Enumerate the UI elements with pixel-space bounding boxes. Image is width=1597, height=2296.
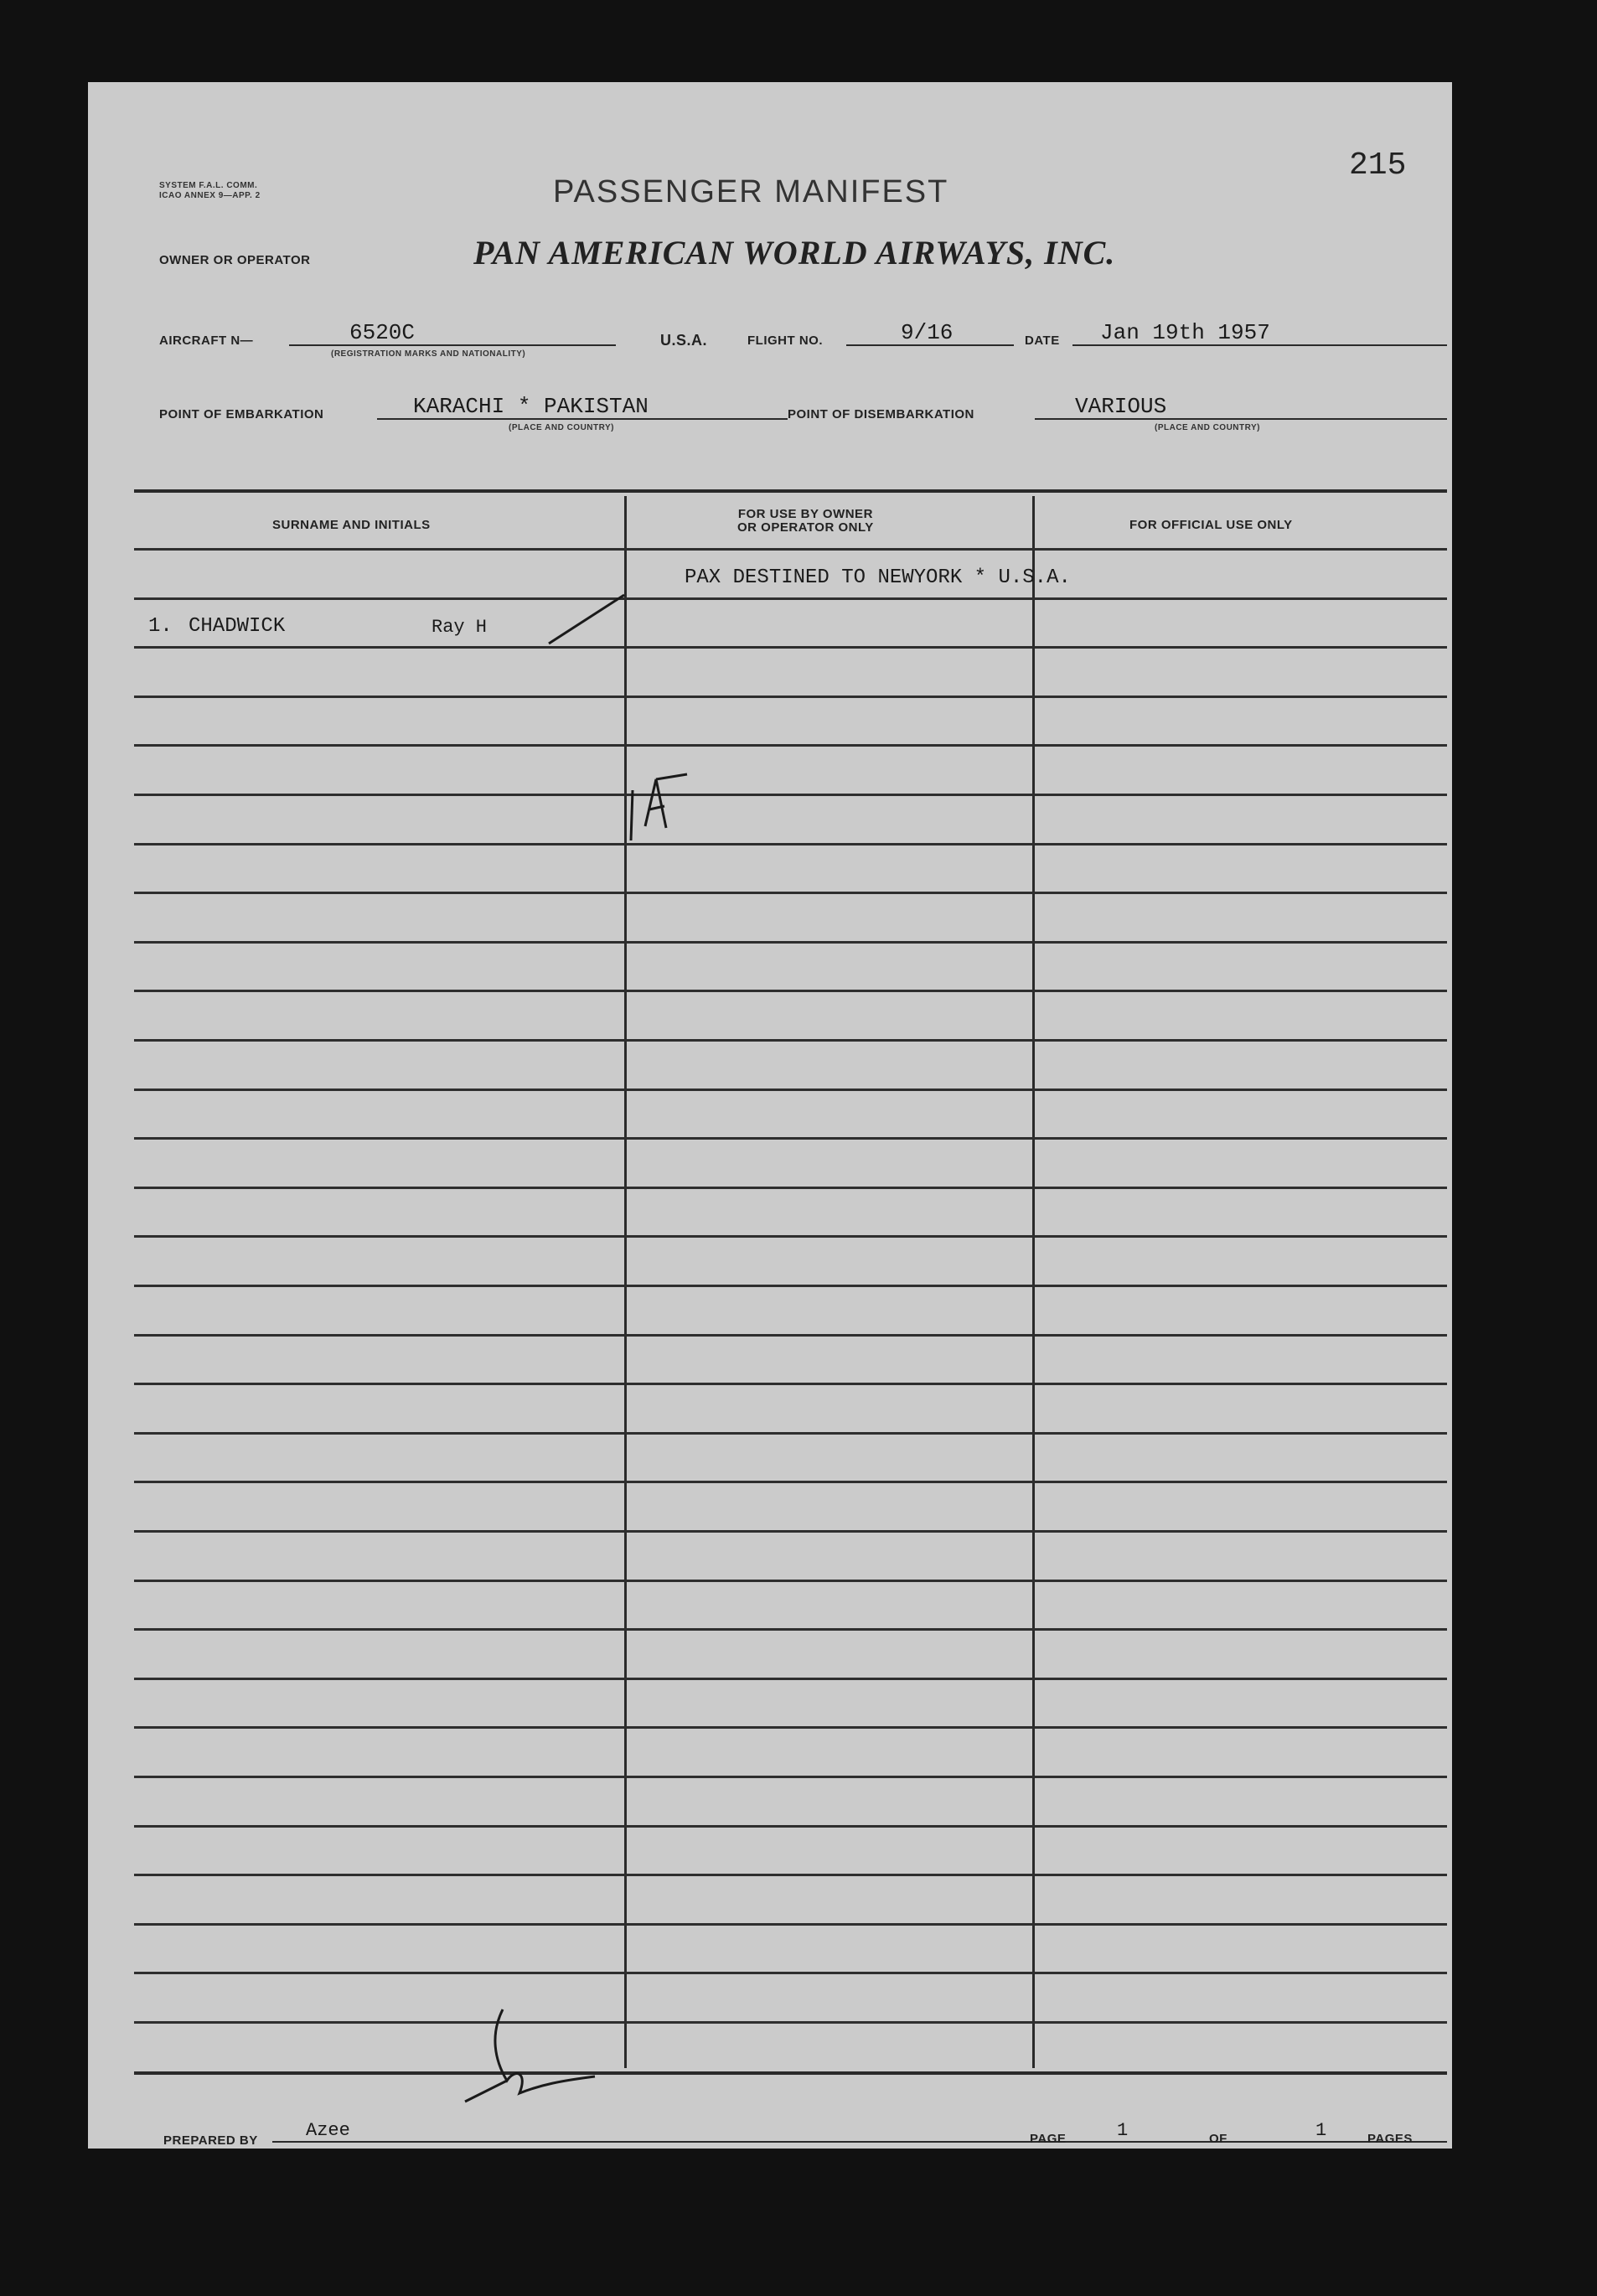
- date-value: Jan 19th 1957: [1100, 320, 1270, 345]
- disembark-value: VARIOUS: [1075, 394, 1167, 419]
- page-value: 1: [1117, 2120, 1129, 2141]
- place-caption-left: (PLACE AND COUNTRY): [509, 423, 614, 432]
- aircraft-label: AIRCRAFT N—: [159, 334, 254, 348]
- pages-label: PAGES: [1367, 2132, 1413, 2146]
- prepared-value: Azee: [306, 2120, 350, 2141]
- registration-caption: (REGISTRATION MARKS AND NATIONALITY): [331, 349, 526, 359]
- table-row-rule: [134, 1039, 1447, 1042]
- approval-line-2: ICAO ANNEX 9—APP. 2: [159, 191, 261, 200]
- embark-label: POINT OF EMBARKATION: [159, 407, 324, 421]
- column-divider-2: [1032, 496, 1035, 2068]
- of-label: OF: [1209, 2132, 1227, 2146]
- table-row-rule: [134, 892, 1447, 894]
- owner-label: OWNER OR OPERATOR: [159, 253, 311, 267]
- table-row-rule: [134, 646, 1447, 649]
- table-row-rule: [134, 744, 1447, 747]
- table-row-rule: [134, 548, 1447, 551]
- table-row-rule: [134, 1628, 1447, 1631]
- table-row-rule: [134, 1285, 1447, 1287]
- destination-note: PAX DESTINED TO NEWYORK * U.S.A.: [685, 566, 1071, 589]
- table-row-rule: [134, 1432, 1447, 1435]
- table-row-rule: [134, 1776, 1447, 1778]
- table-row-rule: [134, 1825, 1447, 1828]
- approval-note: [159, 181, 261, 201]
- table-bottom-rule: [134, 2071, 1447, 2075]
- of-value: 1: [1315, 2120, 1327, 2141]
- table-row-rule: [134, 1972, 1447, 1974]
- table-row-rule: [134, 1137, 1447, 1140]
- table-row-rule: [134, 794, 1447, 796]
- table-row-rule: [134, 990, 1447, 992]
- table-row-rule: [134, 1923, 1447, 1926]
- sheet-number: 215: [1349, 147, 1407, 184]
- table-row-rule: [134, 1530, 1447, 1533]
- aircraft-value: 6520C: [349, 320, 416, 345]
- flight-value: 9/16: [901, 320, 954, 345]
- table-row-rule: [134, 597, 1447, 600]
- table-row-rule: [134, 1580, 1447, 1582]
- table-row-rule: [134, 941, 1447, 944]
- prepared-label: PREPARED BY: [163, 2133, 258, 2148]
- table-row-rule: [134, 1187, 1447, 1189]
- col-header-owner-line1: FOR USE BY OWNER: [737, 507, 873, 521]
- col-header-owner-line2: OR OPERATOR ONLY: [737, 520, 874, 535]
- usa-label: U.S.A.: [660, 332, 708, 349]
- flight-label: FLIGHT NO.: [747, 334, 823, 348]
- col-header-surname: SURNAME AND INITIALS: [272, 518, 431, 532]
- table-row-rule: [134, 1678, 1447, 1680]
- page-label: PAGE: [1030, 2132, 1067, 2146]
- table-row-rule: [134, 843, 1447, 845]
- table-row-rule: [134, 1383, 1447, 1385]
- owner-name: PAN AMERICAN WORLD AIRWAYS, INC.: [473, 234, 1116, 271]
- footer-line: [272, 2141, 1447, 2143]
- table-row-rule: [134, 1874, 1447, 1876]
- signature: [457, 2001, 607, 2118]
- passenger-given-name: Ray H: [432, 617, 488, 638]
- table-row-rule: [134, 1235, 1447, 1238]
- table-row-rule: [134, 1481, 1447, 1483]
- manifest-sheet: [88, 82, 1452, 2149]
- col-header-official: FOR OFFICIAL USE ONLY: [1129, 518, 1293, 532]
- col-header-owner: [737, 508, 874, 535]
- table-top-rule: [134, 489, 1447, 493]
- table-row-rule: [134, 1726, 1447, 1729]
- passenger-number: 1.: [148, 615, 173, 638]
- table-row-rule: [134, 2021, 1447, 2024]
- date-label: DATE: [1025, 334, 1060, 348]
- approval-line-1: SYSTEM F.A.L. COMM.: [159, 181, 258, 190]
- passenger-surname: CHADWICK: [189, 615, 286, 638]
- place-caption-right: (PLACE AND COUNTRY): [1155, 423, 1260, 432]
- table-row-rule: [134, 1334, 1447, 1337]
- handwritten-marks: [540, 585, 725, 853]
- embark-value: KARACHI * PAKISTAN: [413, 394, 649, 419]
- table-row-rule: [134, 1089, 1447, 1091]
- table-row-rule: [134, 696, 1447, 698]
- page-title: PASSENGER MANIFEST: [553, 174, 949, 209]
- disembark-label: POINT OF DISEMBARKATION: [788, 407, 974, 421]
